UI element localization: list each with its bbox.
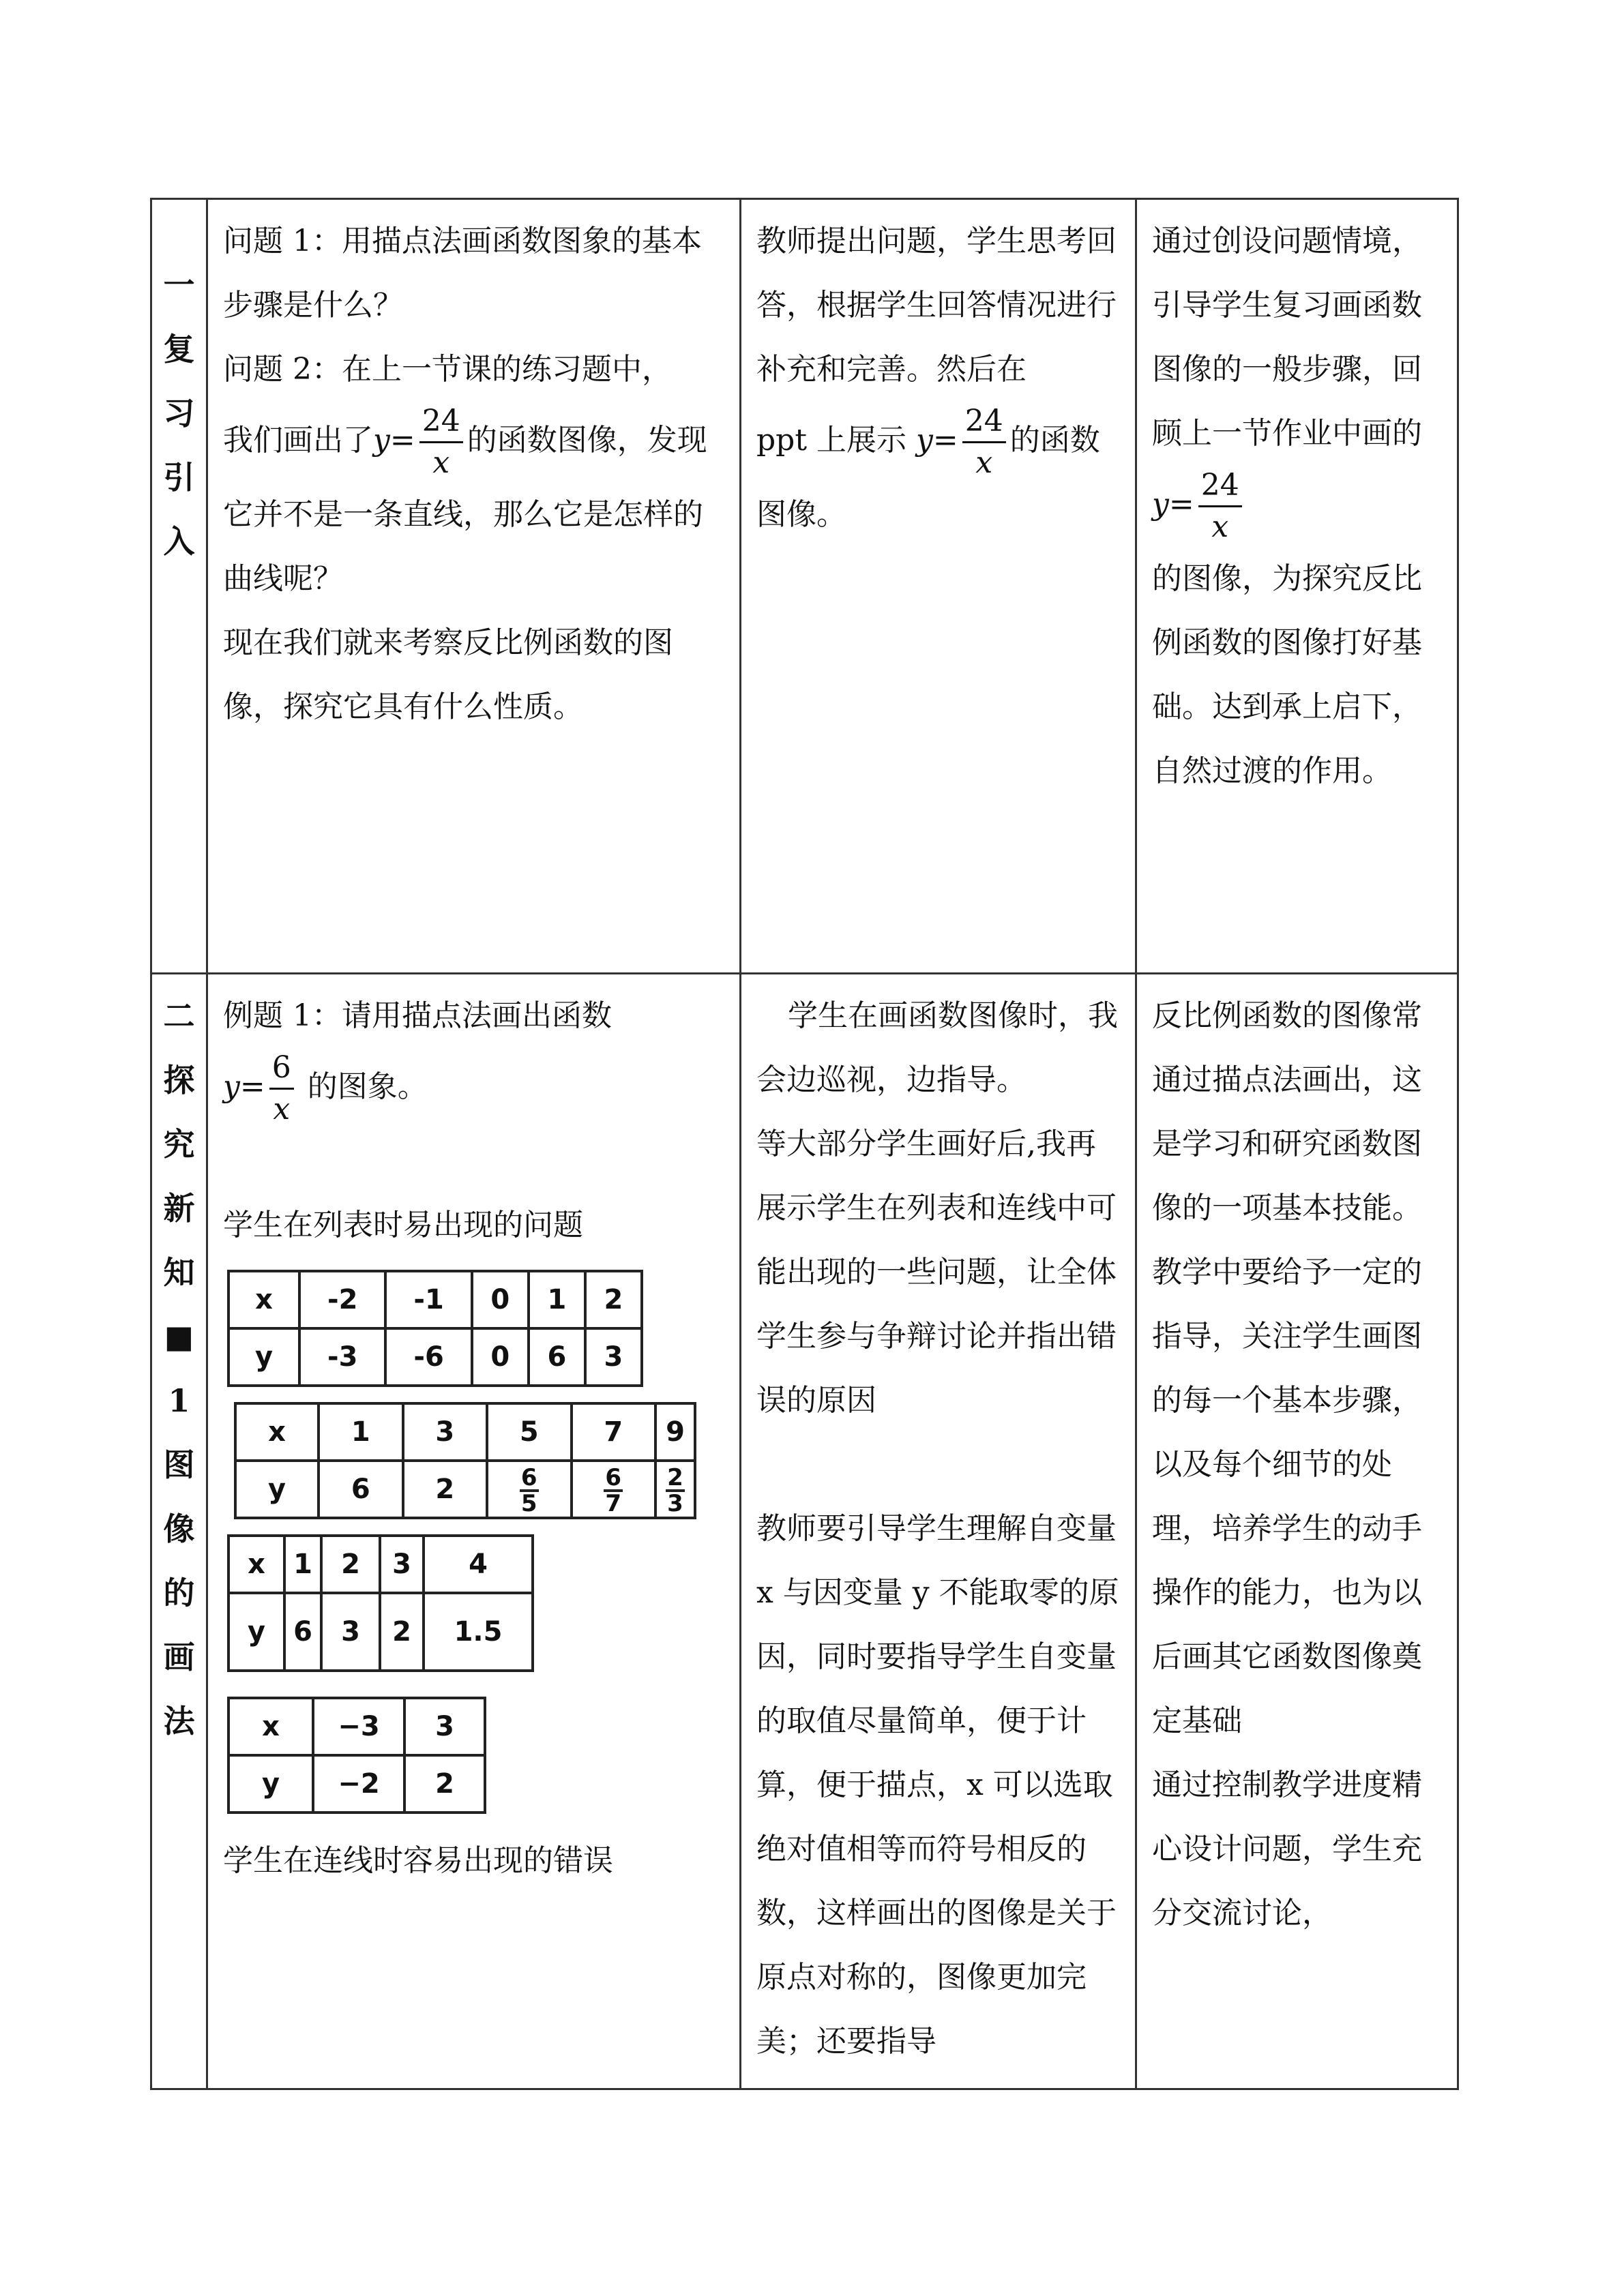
- line-issue-heading: 学生在连线时容易出现的错误: [223, 1843, 613, 1878]
- table-cell: 1: [284, 1536, 321, 1593]
- fraction-numerator: 6: [269, 1048, 294, 1090]
- lesson-plan-document: [150, 198, 1457, 2091]
- design-intent-cell: [1136, 199, 1458, 974]
- fraction-numerator: 24: [1198, 466, 1242, 507]
- table-cell: y: [235, 1461, 319, 1518]
- question-2-intro: 问题 2：在上一节课的练习题中，: [223, 352, 672, 387]
- table-cell: 3: [321, 1593, 380, 1671]
- section-title-char: 法: [163, 1703, 195, 1740]
- teacher-activity-formula: [756, 402, 1123, 547]
- review-content-cell: [207, 199, 741, 974]
- table-row: [228, 1698, 485, 1755]
- table-row: [228, 1328, 642, 1386]
- formula-var: y: [916, 423, 933, 458]
- table-cell: 1: [529, 1271, 585, 1328]
- table-cell: 2: [404, 1755, 485, 1813]
- table-cell: y: [228, 1755, 313, 1813]
- section-title-char: 二: [163, 998, 195, 1034]
- teacher-guidance-p1: 学生在画函数图像时，我会边巡视，边指导。: [756, 998, 1118, 1097]
- formula-eq: =: [1168, 487, 1194, 522]
- teacher-activity-text: [756, 209, 1123, 402]
- table-row: [228, 1593, 533, 1671]
- table-cell: 3: [380, 1536, 424, 1593]
- lesson-plan-table: [150, 198, 1459, 2090]
- table-cell: y: [228, 1593, 284, 1671]
- table-cell: 3: [403, 1403, 488, 1461]
- table-cell: 2: [321, 1536, 380, 1593]
- section-title-char: 像: [163, 1510, 195, 1547]
- table-cell: -2: [299, 1271, 385, 1328]
- fraction-denominator: 3: [667, 1490, 683, 1517]
- text-span: 的函数图像，发现它并不是一条直线，那么它是怎样的曲线呢？: [223, 423, 707, 596]
- table-cell: 1: [319, 1403, 403, 1461]
- section-title-char: 复: [163, 331, 195, 368]
- formula-eq: =: [239, 1069, 265, 1104]
- text-span: 的图象。: [307, 1069, 428, 1104]
- section-title-char: 图: [163, 1446, 195, 1483]
- table-cell: -6: [385, 1328, 471, 1386]
- section-title-char: 知: [163, 1254, 195, 1291]
- design-intent-text: [1152, 209, 1445, 547]
- fraction: [520, 1466, 539, 1515]
- design-intent-p1: 反比例函数的图像常通过描点法画出，这是学习和研究函数图像的一项基本技能。: [1152, 998, 1422, 1225]
- fraction: [604, 1466, 623, 1515]
- text-span: ppt 上展示: [756, 423, 906, 458]
- fraction-numerator: 24: [419, 402, 463, 443]
- section-title-char: 习: [163, 395, 195, 432]
- table-cell: 6: [284, 1593, 321, 1671]
- table-cell: x: [228, 1536, 284, 1593]
- fraction-6-over-x: [269, 1048, 294, 1129]
- section-title-char: 1: [168, 1382, 190, 1419]
- value-table-4: [227, 1697, 486, 1814]
- table-cell: 2: [585, 1271, 642, 1328]
- section-title-char: 入: [163, 523, 195, 560]
- table-cell: 3: [404, 1698, 485, 1755]
- fraction-24-over-x: [419, 402, 463, 483]
- table-cell: 2: [380, 1593, 424, 1671]
- list-issue-heading: 学生在列表时易出现的问题: [223, 1208, 583, 1242]
- table-row: [235, 1461, 695, 1518]
- teacher-guidance-p3: 教师要引导学生理解自变量 x 与因变量 y 不能取零的原因，同时要指导学生自变量的取值尽量简单，便于计算，便于描点，x 可以选取绝对值相等而符号相反的数，这样画出的图像是关于原点对称的，图像更加完美；还要指导: [756, 1511, 1119, 2059]
- table-cell: 5: [487, 1403, 572, 1461]
- value-table-1: [227, 1270, 643, 1387]
- table-row: [235, 1403, 695, 1461]
- question-2-conclusion: 现在我们就来考察反比例函数的图像，探究它具有什么性质。: [223, 625, 673, 724]
- text-span: 的函数图像。: [756, 423, 1100, 532]
- fraction-denominator: x: [432, 445, 450, 480]
- fraction-numerator: 6: [605, 1464, 622, 1491]
- section-title-char: 一: [163, 267, 195, 303]
- section-title-explore: [151, 974, 207, 2089]
- section-title-char: ■: [164, 1318, 194, 1355]
- design-intent-cell-2: [1136, 974, 1458, 2089]
- table-cell: 2: [403, 1461, 488, 1518]
- table-cell: 6: [529, 1328, 585, 1386]
- table-cell-fraction: [655, 1461, 695, 1518]
- design-intent-text-2: 的图像，为探究反比例函数的图像打好基础。达到承上启下，自然过渡的作用。: [1152, 561, 1422, 788]
- fraction-24-over-x: [962, 402, 1006, 483]
- table-row-explore: [151, 974, 1458, 2089]
- fraction-24-over-x: [1198, 466, 1242, 547]
- section-title-review: [151, 199, 207, 974]
- table-cell-fraction: [487, 1461, 572, 1518]
- table-cell: 1.5: [424, 1593, 533, 1671]
- text-span: 通过创设问题情境，引导学生复习画函数图像的一般步骤，回顾上一节作业中画的: [1152, 224, 1422, 451]
- table-cell: 7: [572, 1403, 656, 1461]
- fraction-numerator: 6: [520, 1464, 537, 1491]
- fraction-denominator: x: [975, 445, 993, 480]
- formula-eq: =: [932, 423, 958, 458]
- text-span: 我们画出了: [223, 423, 373, 458]
- question-1: 问题 1：用描点法画函数图象的基本步骤是什么？: [223, 224, 702, 323]
- table-row-review: [151, 199, 1458, 974]
- example-1: 例题 1：请用描点法画出函数: [223, 998, 612, 1033]
- teacher-guidance-p2: 等大部分学生画好后,我再展示学生在列表和连线中可能出现的一些问题，让全体学生参与争辩讨论并指出错误的原因: [756, 1127, 1117, 1418]
- table-cell: −2: [313, 1755, 404, 1813]
- table-cell-fraction: [572, 1461, 656, 1518]
- formula-var: y: [223, 1069, 240, 1104]
- table-cell: -3: [299, 1328, 385, 1386]
- fraction-numerator: 2: [667, 1464, 683, 1491]
- section-title-char: 引: [163, 459, 195, 496]
- table-cell: −3: [313, 1698, 404, 1755]
- fraction-denominator: 5: [520, 1490, 537, 1517]
- table-cell: y: [228, 1328, 299, 1386]
- table-cell: 6: [319, 1461, 403, 1518]
- fraction: [666, 1466, 685, 1515]
- example-1-formula: [223, 1048, 727, 1129]
- fraction-denominator: x: [1211, 509, 1229, 544]
- section-title-char: 新: [163, 1190, 195, 1227]
- table-cell: 0: [472, 1271, 529, 1328]
- teacher-activity-cell: [741, 199, 1136, 974]
- table-cell: 4: [424, 1536, 533, 1593]
- table-cell: 3: [585, 1328, 642, 1386]
- design-intent-p2: 教学中要给予一定的指导，关注学生画图的每一个基本步骤，以及每个细节的处理，培养学生的动手操作的能力，也为以后画其它函数图像奠定基础: [1152, 1255, 1422, 1738]
- section-title-char: 究: [163, 1126, 195, 1163]
- formula-eq: =: [389, 423, 415, 458]
- table-row: [228, 1755, 485, 1813]
- value-table-2: [234, 1402, 696, 1519]
- table-cell: 0: [472, 1328, 529, 1386]
- table-cell: 9: [655, 1403, 695, 1461]
- table-cell: x: [228, 1698, 313, 1755]
- teacher-guidance-cell: [741, 974, 1136, 2089]
- table-cell: x: [228, 1271, 299, 1328]
- fraction-denominator: 7: [605, 1490, 622, 1517]
- section-title-char: 的: [163, 1575, 195, 1611]
- table-row: [228, 1536, 533, 1593]
- section-title-char: 画: [163, 1639, 195, 1675]
- formula-var: y: [1152, 487, 1169, 522]
- design-intent-p3: 通过控制教学进度精心设计问题，学生充分交流讨论，: [1152, 1768, 1422, 1930]
- fraction-numerator: 24: [962, 402, 1006, 443]
- formula-var: y: [373, 423, 390, 458]
- value-table-3: [227, 1534, 534, 1672]
- question-2-body: [223, 402, 727, 611]
- fraction-denominator: x: [273, 1092, 291, 1127]
- example-content-cell: [207, 974, 741, 2089]
- table-row: [228, 1271, 642, 1328]
- table-cell: -1: [385, 1271, 471, 1328]
- text-span: 教师提出问题，学生思考回答，根据学生回答情况进行补充和完善。然后在: [756, 224, 1117, 387]
- section-title-char: 探: [163, 1062, 195, 1099]
- table-cell: x: [235, 1403, 319, 1461]
